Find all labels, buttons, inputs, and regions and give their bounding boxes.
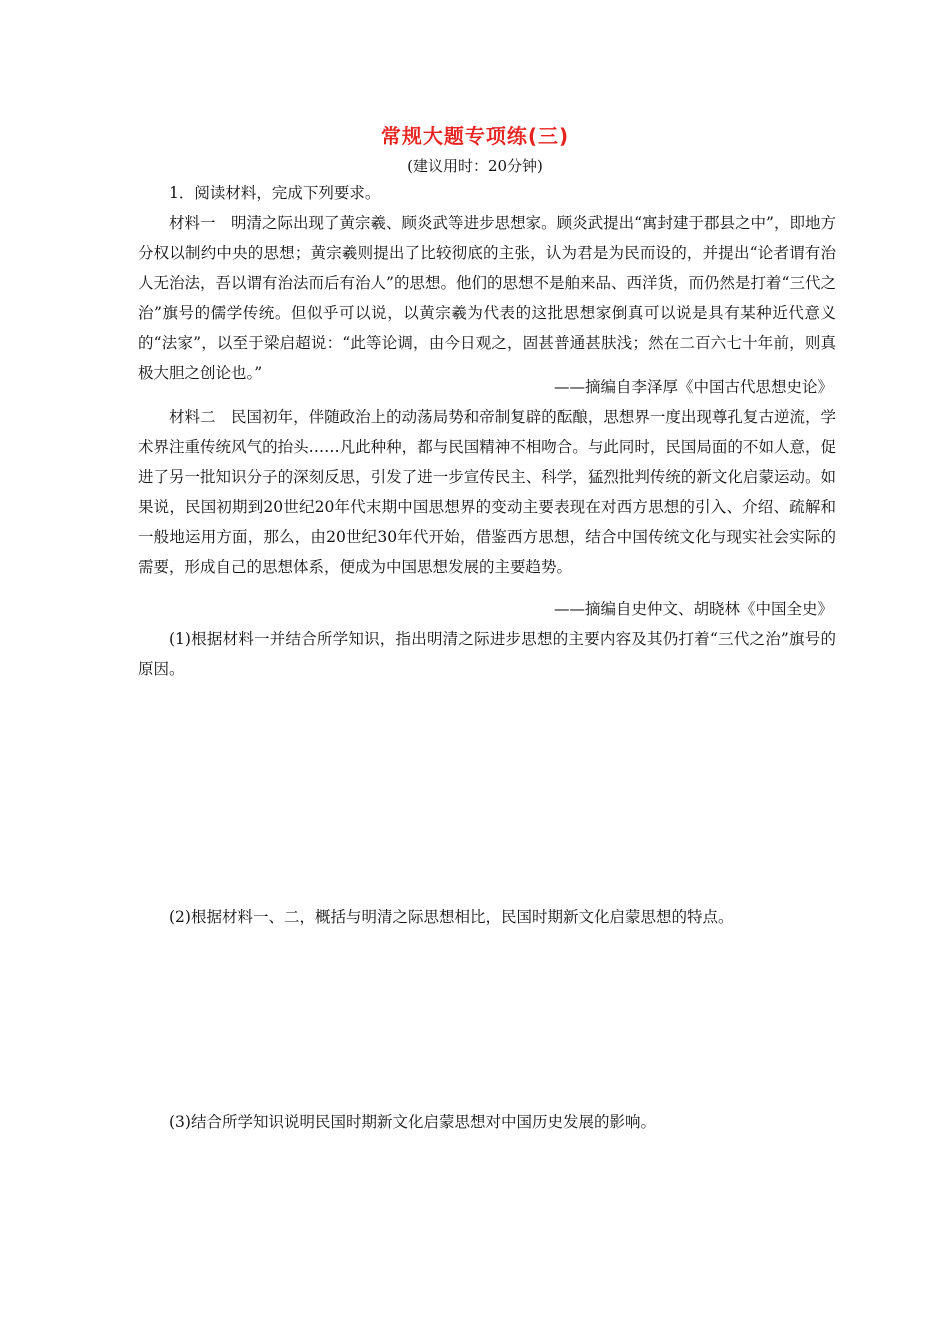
question-stem-block [138, 178, 836, 208]
page-title: 常规大题专项练(三) [380, 124, 570, 148]
material-2-source: ——摘编自史仲文、胡晓林《中国全史》 [553, 600, 833, 618]
question-stem: 1．阅读材料，完成下列要求。 [169, 184, 381, 202]
sub-question-1-block [138, 624, 836, 684]
material-1-source: ——摘编自李泽厚《中国古代思想史论》 [553, 378, 833, 396]
material-1-text: 材料一 明清之际出现了黄宗羲、顾炎武等进步思想家。顾炎武提出“寓封建于郡县之中”，即地方分权以制约中央的思想；黄宗羲则提出了比较彻底的主张，认为君是为民而设的，并提出“论者谓有治人无治法，吾以谓有治法而后有治人”的思想。他们的思想不是舶来品、西洋货，而仍然是打着“三代之治”旗号的儒学传统。但似乎可以说，以黄宗羲为代表的这批思想家倒真可以说是具有某种近代意义的“法家”，以至于梁启超说：“此等论调，由今日观之，固甚普通甚肤浅；然在二百六七十年前，则真极大胆之创论也。” [138, 214, 836, 382]
sub-question-3: (3)结合所学知识说明民国时期新文化启蒙思想对中国历史发展的影响。 [169, 1113, 656, 1131]
material-2-text: 材料二 民国初年，伴随政治上的动荡局势和帝制复辟的酝酿，思想界一度出现尊孔复古逆流，学术界注重传统风气的抬头……凡此种种，都与民国精神不相吻合。与此同时，民国局面的不如人意，促进了另一批知识分子的深刻反思，引发了进一步宣传民主、科学，猛烈批判传统的新文化启蒙运动。如果说，民国初期到20世纪20年代末期中国思想界的变动主要表现在对西方思想的引入、介绍、疏解和一般地运用方面，那么，由20世纪30年代开始，借鉴西方思想，结合中国传统文化与现实社会实际的需要，形成自己的思想体系，便成为中国思想发展的主要趋势。 [138, 408, 836, 576]
time-suggestion: (建议用时：20分钟) [407, 157, 543, 175]
material-1-block [138, 208, 836, 388]
sub-question-1: (1)根据材料一并结合所学知识，指出明清之际进步思想的主要内容及其仍打着“三代之治”旗号的原因。 [138, 630, 836, 678]
sub-question-2: (2)根据材料一、二，概括与明清之际思想相比，民国时期新文化启蒙思想的特点。 [169, 908, 734, 926]
material-2-block [138, 402, 836, 582]
sub-question-2-block [138, 902, 836, 932]
sub-question-3-block [138, 1107, 836, 1137]
